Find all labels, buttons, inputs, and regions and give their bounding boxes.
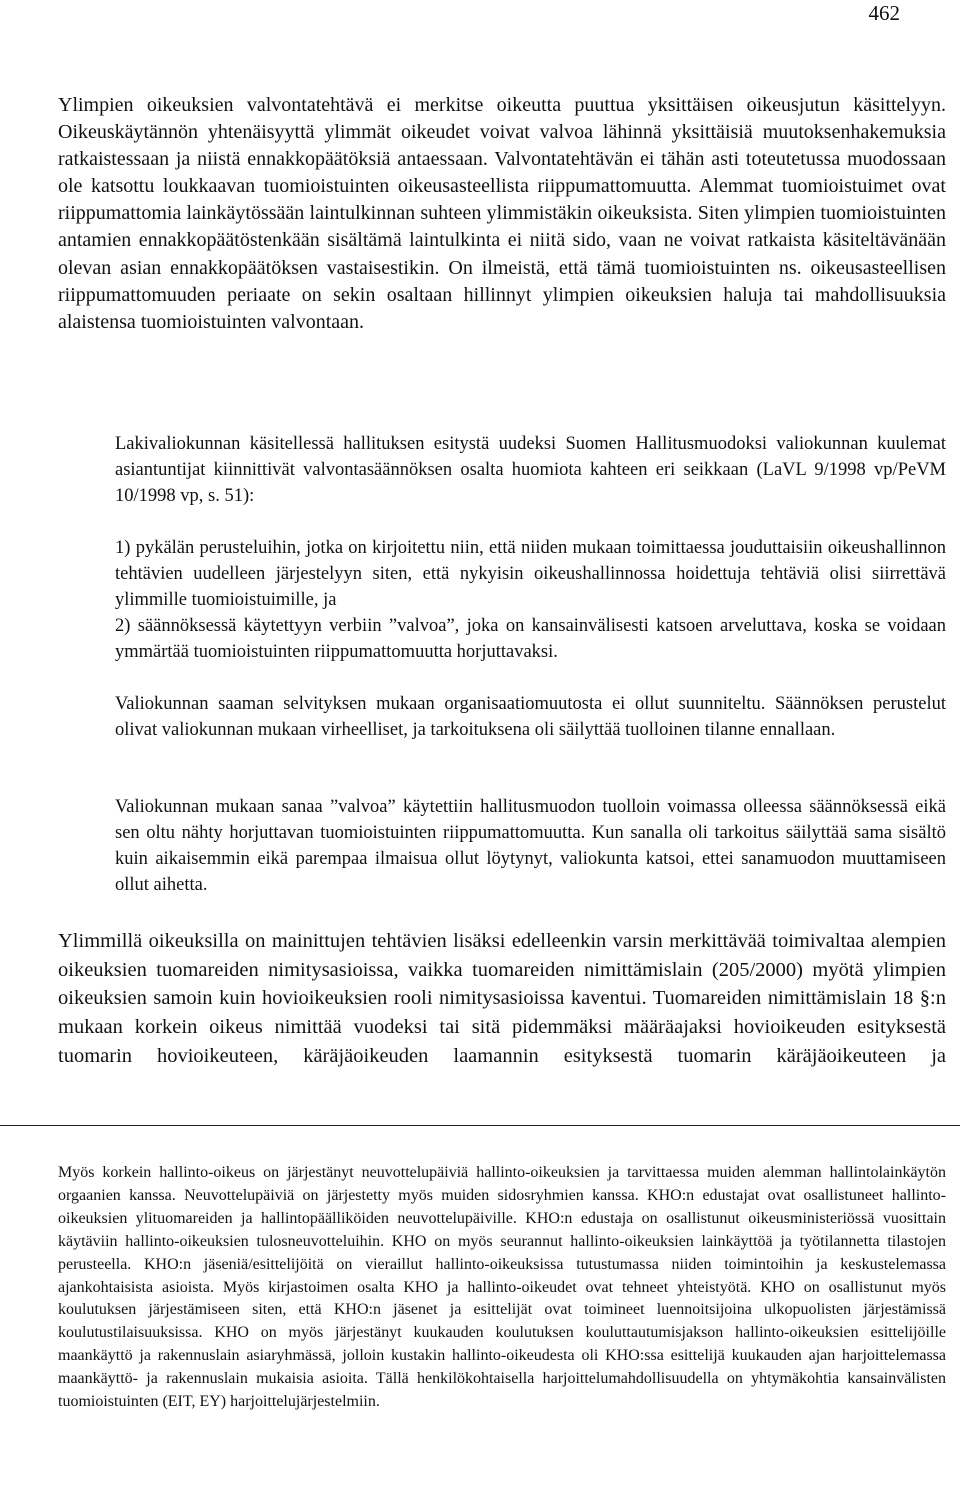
footnote: Myös korkein hallinto-oikeus on järjestänyt neuvottelupäiviä hallinto-oikeuksien ja tarvittaessa muiden alemman hallintolainkäytön orgaanien kanssa. Neuvottelupäiviä on järjestetty myös muiden sidosryhmien kanssa. KHO:n edustajat ovat osallistuneet hallinto-oikeuksien ylituomareiden ja hallintopäälliköiden neuvottelupäiville. KHO:n edustaja on osallistunut oikeusministeriössä vuosittain käytäviin hallinto-oikeuksien tulosneuvotteluihin. KHO on myös seurannut hallinto-oikeuksien lainkäyttöä ja työtilannetta tilastojen perusteella. KHO:n jäseniä/esittelijöitä on vieraillut hallinto-oikeuksissa tutustumassa niiden toimintoihin ja keskustelemassa ajankohtaisista asioista. Myös kirjastoimen osalta KHO ja hallinto-oikeudet ovat tehneet yhteistyötä. KHO on osallistunut myös koulutuksen järjestämiseen siten, että KHO:n jäsenet ja esittelijät ovat toimineet luennoitsijoina ulkopuolisten järjestämissä koulutustilaisuuksissa. KHO on myös järjestänyt kuukauden koulutuksen kouluttautumisjakson hallinto-oikeuksien esittelijöille maankäyttö ja rakennuslain asiaryhmässä, jolloin kustakin hallinto-oikeudesta oli KHO:ssa esittelijä kuukauden ajan harjoittelemassa maankäyttö- ja rakennuslain mukaisia asioita. Tällä henkilökohtaisella harjoittelumahdollisuudella on yhtymäkohtia kansainvälisten tuomioistuinten (EIT, EY) harjoittelujärjestelmiin. [58,1164,946,1411]
quote-paragraph-organization: Valiokunnan saaman selvityksen mukaan organisaatiomuutosta ei ollut suunniteltu. Säännöksen perustelut olivat valiokunnan mukaan virheelliset, ja tarkoituksena oli säilyttää tuolloinen tilanne ennallaan. [115,694,946,740]
quote-list-item-1: 1) pykälän perusteluihin, jotka on kirjoitettu niin, että niiden mukaan toimittaessa jouduttaisiin oikeushallinnon tehtävien uudelleen järjestelyyn siten, että nykyisin oikeushallinnossa hoidettuja tehtäviä olisi siirrettävä ylimmille tuomioistuimille, ja [115,538,946,610]
footnote-separator [0,1125,960,1126]
page-number: 462 [868,1,900,25]
quote-list-item-2: 2) säännöksessä käytettyyn verbiin ”valvoa”, joka on kansainvälisesti katsoen arveluttava, koska se voidaan ymmärtää tuomioistuinten riippumattomuutta horjuttavaksi. [115,616,946,662]
body-paragraph-appointments: Ylimmillä oikeuksilla on mainittujen tehtävien lisäksi edelleenkin varsin merkittävää toimivaltaa alempien oikeuksien tuomareiden nimitysasioissa, vaikka tuomareiden nimittämislain (205/2000) myötä ylimpien oikeuksien samoin kuin hovioikeuksien rooli nimitysasioissa kaventui. Tuomareiden nimittämislain 18 §:n mukaan korkein oikeus nimittää vuodeksi tai sitä pidemmäksi määräajaksi hovioikeuden esityksestä tuomarin hovioikeuteen, käräjäoikeuden laamannin esityksestä tuomarin käräjäoikeuteen ja [58,930,946,1067]
quote-paragraph-valvoa: Valiokunnan mukaan sanaa ”valvoa” käytettiin hallitusmuodon tuolloin voimassa olleessa säännöksessä eikä sen oltu nähty horjuttavan tuomioistuinten riippumattomuutta. Kun sanalla oli tarkoitus säilyttää sama sisältö kuin aikaisemmin eikä parempaa ilmaisua ollut löytynyt, valiokunta katsoi, ettei sanamuodon muuttamiseen ollut aihetta. [115,797,946,895]
body-paragraph-supervision: Ylimpien oikeuksien valvontatehtävä ei merkitse oikeutta puuttua yksittäisen oikeusjutun käsittelyyn. Oikeuskäytännön yhtenäisyyttä ylimmät oikeudet voivat valvoa lähinnä yksittäisiä muutoksenhakemuksia ratkaistessaan ja niistä ennakkopäätöksiä antaessaan. Valvontatehtävän ei tähän asti toteutetussa muodossaan ole katsottu loukkaavan tuomioistuinten oikeusasteellista riippumattomuutta. Alemmat tuomioistuimet ovat riippumattomia lainkäytössään laintulkinnan suhteen ylimmistäkin oikeuksista. Siten ylimpien tuomioistuinten antamien ennakkopäätöstenkään sisältämä laintulkinta ei niitä sido, vaan ne voivat ratkaista käsiteltävänään olevan asian ennakkopäätöksen vastaisestikin. On ilmeistä, että tämä tuomioistuinten ns. oikeusasteellisen riippumattomuuden periaate on sekin osaltaan hillinnyt ylimpien oikeuksien haluja tai mahdollisuuksia alaistensa tuomioistuinten valvontaan. [58,94,946,333]
quote-paragraph-committee: Lakivaliokunnan käsitellessä hallituksen esitystä uudeksi Suomen Hallitusmuodoksi valiokunnan kuulemat asiantuntijat kiinnittivät valvontasäännöksen osalta huomiota kahteen eri seikkaan (LaVL 9/1998 vp/PeVM 10/1998 vp, s. 51): [115,434,946,506]
